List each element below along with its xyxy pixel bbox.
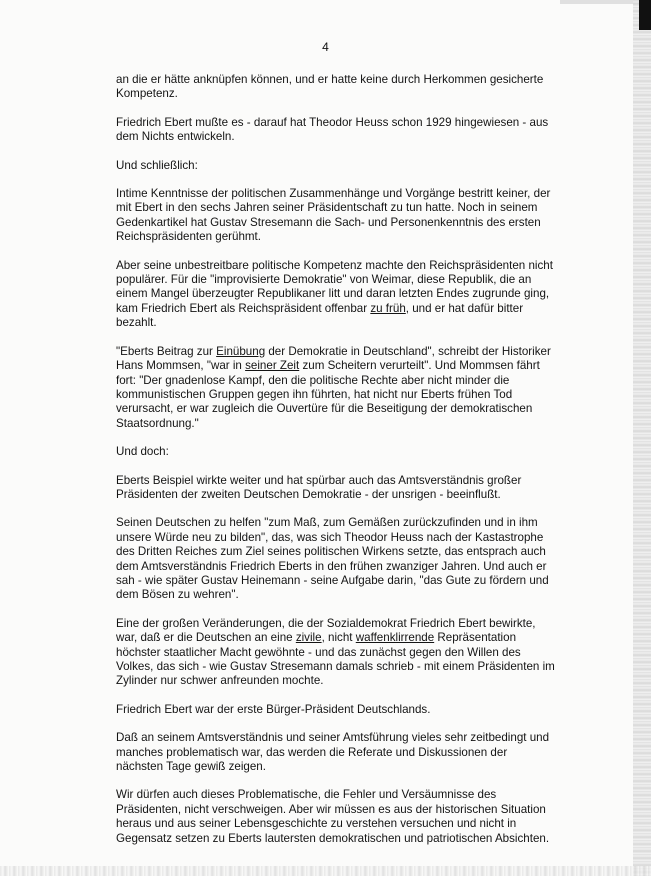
paragraph [116,474,556,503]
paragraph [116,617,556,689]
document-body [116,73,556,860]
paragraph [116,345,556,431]
text-run: , und er hat dafür bitter bezahlt. [116,301,524,330]
paragraph [116,788,556,846]
scan-edge-bottom [0,866,651,876]
text-run: Und schließlich: [116,158,198,172]
paragraph [116,259,556,331]
underlined-text: Einübung [216,344,266,358]
text-run: Eberts Beispiel wirkte weiter und hat spürbar auch das Amtsverständnis großer Präsidenten der zweiten Deutschen Demokratie - der unsrigen - beeinflußt. [116,473,522,501]
paragraph [116,731,556,774]
text-run: Eine der großen Veränderungen, die der Sozialdemokrat Friedrich Ebert bewirkte, war, daß er die Deutschen an eine [116,616,536,645]
paragraph [116,516,556,602]
scan-edge-right [633,0,651,876]
text-run: Repräsentation höchster staatlicher Macht gewöhnte - und das zunächst gegen den Willen des Volkes, das sich - wie Gustav Stresemann damals schrieb - mit einem Präsidenten im Zylinder nur schwer anfreunden mochte. [116,631,555,688]
paragraph [116,159,556,173]
text-run: Und doch: [116,445,169,459]
text-run: der Demokratie in Deutschland", schreibt der Historiker Hans Mommsen, "war in [116,344,551,373]
text-run: Friedrich Ebert war der erste Bürger-Präsident Deutschlands. [116,702,431,716]
text-run: Seinen Deutschen zu helfen "zum Maß, zum Gemäßen zurückzufinden und in ihm unsere Würde neu zu bilden", das, was sich Theodor Heuss nach der Kastastrophe des Dritten Reiches zum Ziel seines politischen Wirkens setzte, das entsprach auch dem Amtsverständnis Friedrich Eberts in den frühen zwanziger Jahren. Und auch er sah - wie später Gustav Heinemann - seine Aufgabe darin, "das Gute zu fördern und dem Bösen zu wehren". [116,516,549,602]
text-run: Wir dürfen auch dieses Problematische, die Fehler und Versäumnisse des Präsidenten, nicht verschweigen. Aber wir müssen es aus der historischen Situation heraus und aus seiner Lebensgeschichte zu verstehen versuchen und nicht in Gegensatz setzen zu Eberts lautersten demokratischen und patriotischen Absichten. [116,788,550,845]
paragraph [116,445,556,459]
paragraph [116,187,556,245]
paragraph [116,116,556,145]
text-run: "Eberts Beitrag zur [116,344,217,358]
paragraph [116,703,556,717]
text-run: , nicht [321,631,356,645]
underlined-text: seiner Zeit [245,359,300,373]
text-run: Intime Kenntnisse der politischen Zusammenhänge und Vorgänge bestritt keiner, der mit Ebert in den sechs Jahren seiner Präsidentschaft zu tun hatte. Noch in seinem Gedenkartikel hat Gustav Stresemann die Sach- und Personenkenntnis des ersten Reichspräsidenten gerühmt. [116,187,551,244]
text-run: an die er hätte anknüpfen können, und er hatte keine durch Herkommen gesicherte Kompetenz. [116,73,544,101]
scan-corner-mark [639,0,651,30]
paragraph [116,73,556,102]
underlined-text: waffenklirrende [355,631,435,645]
text-run: Daß an seinem Amtsverständnis und seiner Amtsführung vieles sehr zeitbedingt und manches problematisch war, das werden die Referate und Diskussionen der nächsten Tage gewiß zeigen. [116,731,550,774]
underlined-text: zivile [295,631,322,645]
text-run: Aber seine unbestreitbare politische Kompetenz machte den Reichspräsidenten nicht populärer. Für die "improvisierte Demokratie" von Weimar, diese Republik, die an einem Mangel überzeugter Republikaner litt und daran letzten Endes zugrunde ging, kam Friedrich Ebert als Reichspräsident offenbar [116,258,553,315]
underlined-text: zu früh [370,301,406,315]
page-number: 4 [322,40,329,54]
text-run: Friedrich Ebert mußte es - darauf hat Theodor Heuss schon 1929 hingewiesen - aus dem Nichts entwickeln. [116,115,549,144]
text-run: zum Scheitern verurteilt". Und Mommsen fährt fort: "Der gnadenlose Kampf, den die politische Rechte aber nicht minder die kommunistischen Gruppen gegen ihn führten, hat nicht nur Eberts frühen Tod verursacht, er war zugleich die Ouvertüre für die Beseitigung der demokratischen Staatsordnung." [116,359,540,430]
